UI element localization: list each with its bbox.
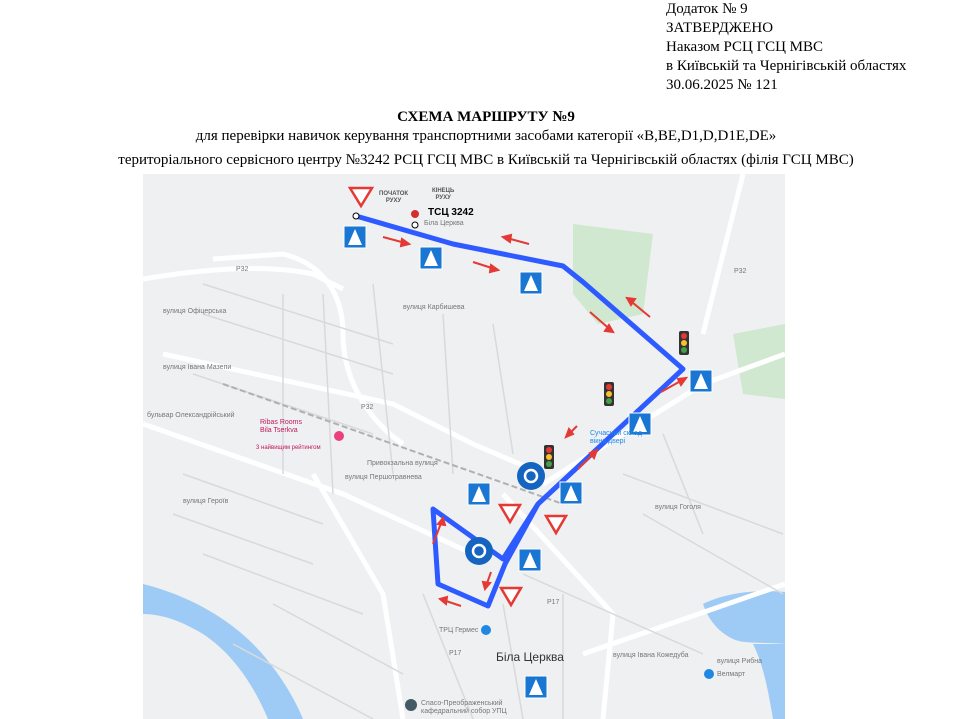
mall-label: ТРЦ Гермес	[439, 627, 479, 634]
street-label: бульвар Олександрійський	[147, 412, 235, 419]
street-label: вулиця Офіцерська	[163, 308, 227, 315]
mall-pin-icon	[481, 625, 491, 635]
approval-appendix: Додаток № 9	[666, 1, 748, 17]
shop-label: Сучасний склад вікна двері	[590, 430, 642, 445]
street-label: вулиця Івана Кожедуба	[613, 652, 689, 659]
page-subtitle-center: територіального сервісного центру №3242 РСЦ ГСЦ МВС в Київській та Чернігівській областях (філія ГСЦ МВС)	[118, 152, 854, 168]
street-label: вулиця Карбишева	[403, 304, 465, 311]
store-label: Велмарт	[717, 671, 746, 678]
approval-block	[666, 0, 972, 95]
street-label: Привокзальна вулиця	[367, 460, 438, 467]
street-label: вулиця Героїв	[183, 498, 229, 505]
road-label: Р32	[734, 268, 747, 275]
cathedral-label: Спасо-Преображенський кафедральний собор УПЦ	[421, 700, 507, 715]
road-label: Р32	[236, 266, 249, 273]
roundabout-sign-icon	[465, 537, 493, 565]
hotel-pin-icon	[334, 431, 344, 441]
location-pin-icon	[411, 210, 419, 218]
approval-region: в Київській та Чернігівській областях	[666, 58, 907, 74]
store-pin-icon	[704, 669, 714, 679]
cathedral-pin-icon	[405, 699, 417, 711]
route-map	[143, 174, 785, 719]
page-title: СХЕМА МАРШРУТУ №9	[397, 109, 575, 125]
place-label-small: Біла Церква	[424, 220, 464, 227]
street-label: вулиця Гоголя	[655, 504, 701, 511]
start-label: ПОЧАТОК РУХУ	[379, 191, 409, 204]
approval-approved: ЗАТВЕРДЖЕНО	[666, 20, 774, 36]
road-label: Р32	[361, 404, 374, 411]
map-canvas	[143, 174, 785, 719]
page-subtitle-categories: для перевірки навичок керування транспортними засобами категорії «B,BE,D1,D,D1E,DE»	[195, 128, 777, 144]
road-label: Р17	[547, 599, 560, 606]
street-label: вулиця Івана Мазепи	[163, 364, 232, 371]
center-label: ТСЦ 3242	[428, 207, 474, 218]
road-label: Р17	[449, 650, 462, 657]
roundabout-sign-icon	[517, 462, 545, 490]
approval-order: Наказом РСЦ ГСЦ МВС	[666, 39, 824, 55]
approval-date: 30.06.2025 № 121	[666, 77, 778, 93]
city-label: Біла Церква	[496, 650, 564, 664]
street-label: вулиця Рибна	[717, 658, 762, 665]
street-label: вулиця Першотравнева	[345, 474, 422, 481]
hotel-label: Ribas Rooms Bila Tserkva	[260, 419, 303, 434]
end-label: КІНЕЦЬ РУХУ	[432, 188, 455, 201]
hotel-sub-label: 3 найвищим рейтингом	[256, 445, 321, 451]
